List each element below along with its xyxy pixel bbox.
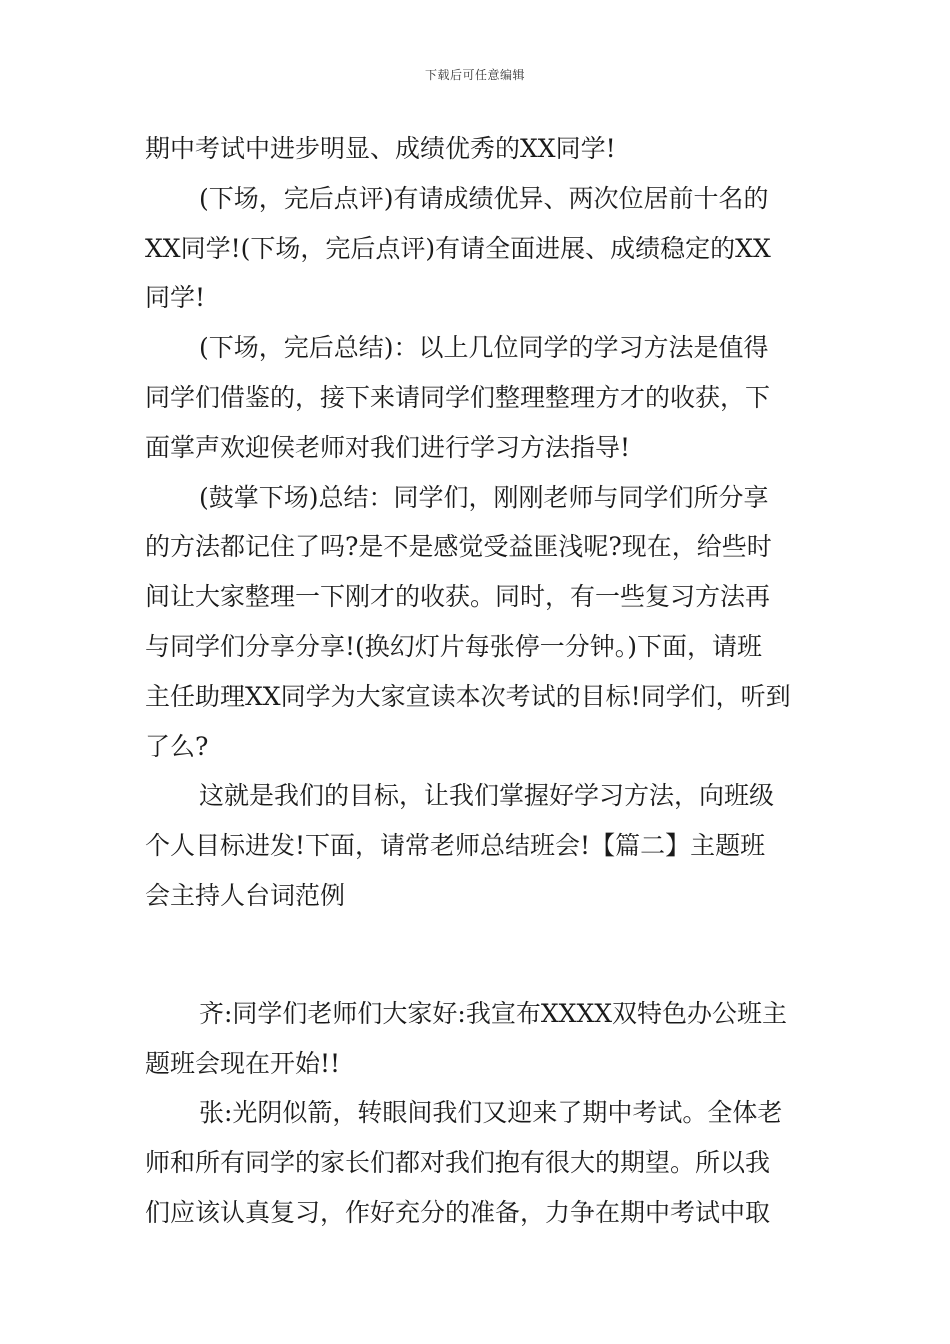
text-line: 间让大家整理一下刚才的收获。同时，有一些复习方法再 xyxy=(145,582,771,612)
paragraph-start: (下场，完后点评)有请成绩优异、两次位居前十名的 xyxy=(199,183,769,213)
text-line: 了么? xyxy=(145,731,209,761)
text-line: 同学们借鉴的，接下来请同学们整理整理方才的收获，下 xyxy=(145,382,771,412)
text-line: 同学! xyxy=(145,283,206,313)
text-line: 与同学们分享分享!(换幻灯片每张停一分钟。)下面，请班 xyxy=(145,631,763,661)
paragraph-start: (下场，完后总结)：以上几位同学的学习方法是值得 xyxy=(199,333,769,363)
paragraph-start: (鼓掌下场)总结：同学们，刚刚老师与同学们所分享 xyxy=(199,482,769,512)
text-line: 面掌声欢迎侯老师对我们进行学习方法指导! xyxy=(145,432,631,462)
text-line: 主任助理XX同学为大家宣读本次考试的目标!同学们，听到 xyxy=(145,681,791,711)
text-line: 们应该认真复习，作好充分的准备，力争在期中考试中取 xyxy=(145,1197,771,1227)
document-body xyxy=(145,124,810,1238)
paragraph-start: 齐:同学们老师们大家好:我宣布XXXX双特色办公班主 xyxy=(199,998,788,1028)
section-gap xyxy=(145,921,810,989)
page-header: 下载后可任意编辑 xyxy=(424,68,525,82)
paragraph-start: 张:光阴似箭，转眼间我们又迎来了期中考试。全体老 xyxy=(199,1098,783,1128)
text-line: 个人目标进发!下面，请常老师总结班会!【篇二】主题班 xyxy=(145,831,766,861)
paragraph-start: 这就是我们的目标，让我们掌握好学习方法，向班级 xyxy=(199,781,775,811)
text-line: XX同学!(下场，完后点评)有请全面进展、成绩稳定的XX xyxy=(145,233,771,263)
text-line: 的方法都记住了吗?是不是感觉受益匪浅呢?现在，给些时 xyxy=(145,532,772,562)
text-line: 会主持人台词范例 xyxy=(145,880,346,910)
text-line: 期中考试中进步明显、成绩优秀的XX同学! xyxy=(145,134,616,163)
text-line: 题班会现在开始!! xyxy=(145,1048,341,1078)
text-line: 师和所有同学的家长们都对我们抱有很大的期望。所以我 xyxy=(145,1148,771,1178)
